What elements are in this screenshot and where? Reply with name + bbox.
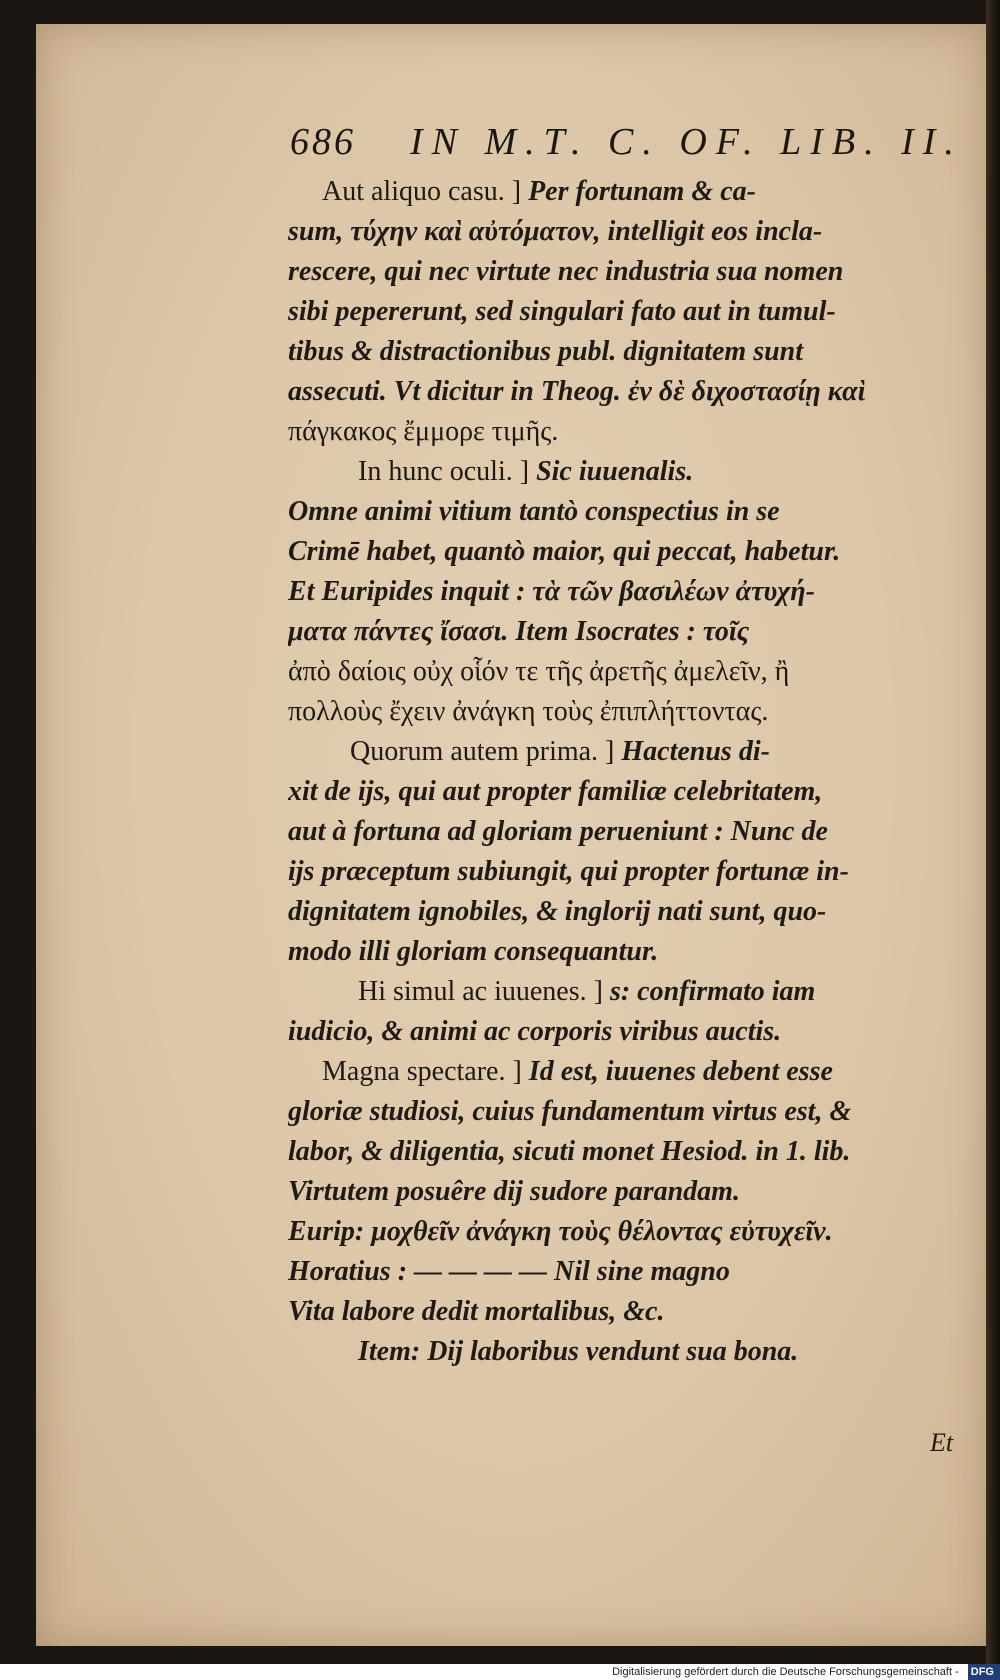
commentary: Hactenus di- [621, 736, 770, 767]
text-line [288, 532, 968, 572]
text-line [288, 1292, 968, 1332]
commentary: sibi pepererunt, sed singulari fato aut in tumul- [288, 296, 836, 327]
commentary: Virtutem posuêre dij sudore parandam. [288, 1176, 740, 1207]
running-header [290, 120, 963, 166]
commentary: sum, τύχην καὶ αὐτόματον, intelligit eos incla- [288, 216, 823, 247]
commentary: aut à fortuna ad gloriam perueniunt : Nunc de [288, 816, 828, 847]
text-line [288, 1172, 968, 1212]
lemma: Magna spectare. ] [322, 1056, 529, 1087]
commentary: Et Euripides inquit : τὰ τῶν βασιλέων ἀτυχή- [288, 576, 815, 607]
text-line [288, 412, 968, 452]
running-title: IN M.T. C. OF. LIB. II. [410, 121, 963, 163]
greek-text: ἀπὸ δαίοις οὐχ οἷόν τε τῆς ἀρετῆς ἀμελεῖν, ἢ [288, 656, 790, 687]
commentary: tibus & distractionibus publ. dignitatem sunt [288, 336, 804, 367]
text-line [288, 252, 968, 292]
text-line [288, 452, 968, 492]
text-line [288, 732, 968, 772]
body-text [288, 172, 968, 1372]
text-line [288, 972, 968, 1012]
text-line [288, 172, 968, 212]
commentary: assecuti. Vt dicitur in Theog. ἐν δὲ διχοστασίῃ καὶ [288, 376, 866, 407]
commentary: Crimē habet, quantò maior, qui peccat, habetur. [288, 536, 841, 567]
page-number: 686 [290, 121, 356, 163]
commentary: Eurip: μοχθεῖν ἀνάγκη τοὺς θέλοντας εὐτυχεῖν. [288, 1216, 833, 1247]
commentary: rescere, qui nec virtute nec industria sua nomen [288, 256, 844, 287]
text-line [288, 852, 968, 892]
commentary: iudicio, & animi ac corporis viribus auctis. [288, 1016, 782, 1047]
text-line [288, 212, 968, 252]
commentary: ijs præceptum subiungit, qui propter fortunæ in- [288, 856, 849, 887]
footer-credit: Digitalisierung gefördert durch die Deutsche Forschungsgemeinschaft - [612, 1666, 959, 1678]
lemma: Hi simul ac iuuenes. ] [358, 976, 610, 1007]
commentary: dignitatem ignobiles, & inglorij nati sunt, quo- [288, 896, 827, 927]
commentary: gloriæ studiosi, cuius fundamentum virtus est, & [288, 1096, 852, 1127]
lemma: In hunc oculi. ] [358, 456, 537, 487]
text-line [288, 652, 968, 692]
text-line [288, 1132, 968, 1172]
text-line [288, 1332, 968, 1372]
commentary: Sic iuuenalis. [536, 456, 694, 487]
text-line [288, 812, 968, 852]
text-line [288, 1052, 968, 1092]
text-line [288, 492, 968, 532]
text-line [288, 332, 968, 372]
text-line [288, 1092, 968, 1132]
commentary: ματα πάντες ἴσασι. Item Isocrates : τοῖς [288, 616, 750, 647]
commentary: xit de ijs, qui aut propter familiæ celebritatem, [288, 776, 823, 807]
commentary: s: confirmato iam [609, 976, 816, 1007]
commentary: modo illi gloriam consequantur. [288, 936, 659, 967]
text-line [288, 932, 968, 972]
commentary: Horatius : — — — — Nil sine magno [288, 1256, 730, 1287]
text-line [288, 1252, 968, 1292]
book-edge [986, 0, 1000, 1664]
commentary: Id est, iuuenes debent esse [528, 1056, 833, 1087]
text-line [288, 692, 968, 732]
catchword: Et [930, 1428, 954, 1457]
commentary: Item: Dij laboribus vendunt sua bona. [358, 1336, 799, 1367]
commentary: Omne animi vitium tantò conspectius in se [288, 496, 780, 527]
text-line [288, 372, 968, 412]
text-line [288, 892, 968, 932]
text-line [288, 572, 968, 612]
greek-text: πολλοὺς ἔχειν ἀνάγκη τοὺς ἐπιπλήττοντας. [288, 696, 769, 727]
text-line [288, 1212, 968, 1252]
text-line [288, 772, 968, 812]
greek-text: πάγκακος ἔμμορε τιμῆς. [288, 416, 559, 447]
lemma: Quorum autem prima. ] [350, 736, 622, 767]
digitization-footer [0, 1664, 1000, 1680]
commentary: Per fortunam & ca- [528, 176, 756, 207]
text-line [288, 612, 968, 652]
text-line [288, 1012, 968, 1052]
lemma: Aut aliquo casu. ] [322, 176, 529, 207]
text-line [288, 292, 968, 332]
dfg-logo: DFG [968, 1664, 1000, 1680]
commentary: Vita labore dedit mortalibus, &c. [288, 1296, 665, 1327]
commentary: labor, & diligentia, sicuti monet Hesiod. in 1. lib. [288, 1136, 851, 1167]
